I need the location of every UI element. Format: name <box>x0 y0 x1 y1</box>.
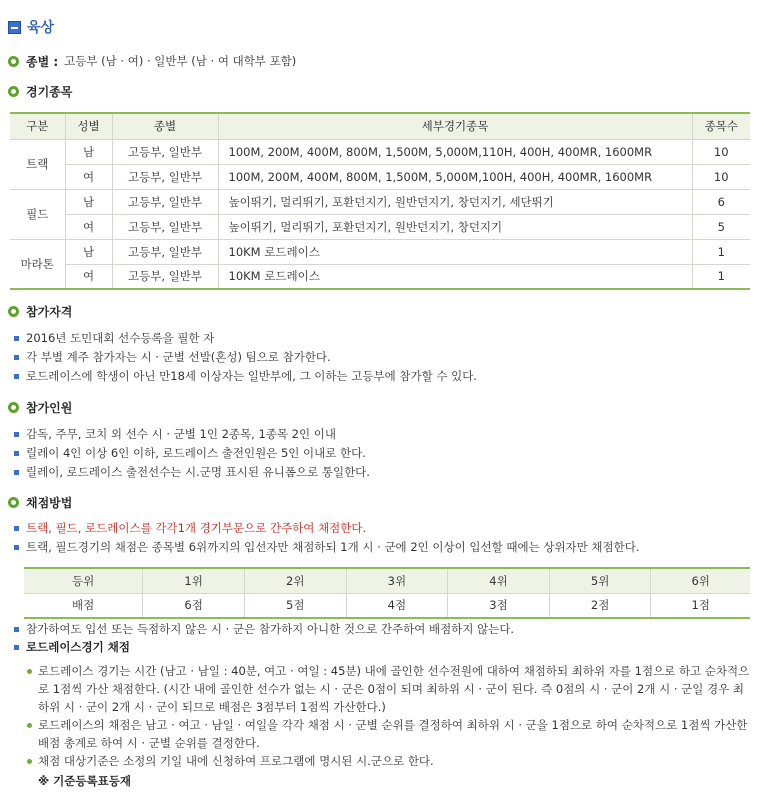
list-item: 로드레이스의 채점은 남고 · 여고 · 남일 · 여일을 각각 채점 시 · 군별 순위를 결정하여 최하위 시 · 군을 1점으로 하여 순차적으로 1점씩 가산한 배점 총계로 하여 시 · 군별 순위를 결정한다. <box>24 716 754 752</box>
minus-box-icon <box>8 21 21 34</box>
list-item: 채점 대상기준은 소정의 기일 내에 신청하여 프로그램에 명시된 시.군으로 한다. <box>24 752 754 770</box>
points-label: 배점 <box>24 593 143 618</box>
table-row <box>10 139 750 164</box>
points-cell: 2점 <box>549 593 651 618</box>
count-cell: 1 <box>692 239 750 264</box>
eligibility-heading <box>8 303 72 319</box>
detail-cell: 높이뛰기, 멀리뛰기, 포환던지기, 원반던지기, 창던지기, 세단뛰기 <box>218 189 692 214</box>
header-division: 종별 <box>112 113 218 139</box>
table-row <box>10 239 750 264</box>
list-item: 감독, 주무, 코치 외 선수 시 · 군별 1인 2종목, 1종목 2인 이내 <box>14 425 370 444</box>
footnote: ※ 기준등록표등재 <box>38 774 131 788</box>
circle-bullet-icon <box>8 402 19 413</box>
scoring-title: 채점방법 <box>26 495 73 510</box>
road-scoring-title: 로드레이스경기 채점 <box>26 640 130 654</box>
participants-title: 참가인원 <box>26 400 73 415</box>
scoring-note-list <box>14 620 514 639</box>
points-row <box>24 593 750 618</box>
participants-list <box>14 425 370 482</box>
points-cell: 1점 <box>651 593 750 618</box>
scoring-heading <box>8 494 72 510</box>
events-table <box>10 112 750 290</box>
table-header-row <box>10 113 750 139</box>
group-name: 필드 <box>10 189 65 239</box>
list-item: 참가하여도 입선 또는 득점하지 않은 시 · 군은 참가하지 아니한 것으로 간주하여 배점하지 않는다. <box>14 620 514 639</box>
eligibility-list <box>14 329 477 386</box>
page-title-row <box>8 18 54 36</box>
division-cell: 고등부, 일반부 <box>112 239 218 264</box>
gender-cell: 여 <box>65 214 112 239</box>
circle-bullet-icon <box>8 86 19 97</box>
road-scoring-list <box>24 662 754 770</box>
list-item: 2016년 도민대회 선수등록을 필한 자 <box>14 329 477 348</box>
table-row <box>10 264 750 289</box>
rank-label: 등위 <box>24 568 143 593</box>
list-item: 트랙, 필드, 로드레이스를 각각1개 경기부문으로 간주하여 채점한다. <box>14 519 640 538</box>
circle-bullet-icon <box>8 497 19 508</box>
division-cell: 고등부, 일반부 <box>112 139 218 164</box>
gender-cell: 남 <box>65 139 112 164</box>
rank-cell: 5위 <box>549 568 651 593</box>
header-category: 구분 <box>10 113 65 139</box>
points-table <box>24 567 750 619</box>
detail-cell: 10KM 로드레이스 <box>218 264 692 289</box>
gender-cell: 여 <box>65 164 112 189</box>
page-title: 육상 <box>27 20 55 36</box>
list-item: 릴레이, 로드레이스 출전선수는 시.군명 표시된 유니폼으로 통일한다. <box>14 463 370 482</box>
list-item: 트랙, 필드경기의 채점은 종목별 6위까지의 입선자만 채점하되 1개 시 · 군에 2인 이상이 입선할 때에는 상위자만 채점한다. <box>14 538 640 557</box>
table-row <box>10 189 750 214</box>
division-cell: 고등부, 일반부 <box>112 189 218 214</box>
header-gender: 성별 <box>65 113 112 139</box>
list-item: 각 부별 계주 참가자는 시 · 군별 선발(혼성) 팀으로 참가한다. <box>14 348 477 367</box>
points-cell: 5점 <box>244 593 346 618</box>
scoring-list <box>14 519 640 557</box>
group-name: 마라톤 <box>10 239 65 289</box>
gender-cell: 여 <box>65 264 112 289</box>
count-cell: 10 <box>692 164 750 189</box>
events-heading <box>8 83 72 99</box>
detail-cell: 100M, 200M, 400M, 800M, 1,500M, 5,000M,100H, 400H, 400MR, 1600MR <box>218 164 692 189</box>
circle-bullet-icon <box>8 56 19 67</box>
rank-cell: 6위 <box>651 568 750 593</box>
list-item: 릴레이 4인 이상 6인 이하, 로드레이스 출전인원은 5인 이내로 한다. <box>14 444 370 463</box>
points-cell: 6점 <box>143 593 245 618</box>
points-cell: 3점 <box>448 593 550 618</box>
table-row <box>10 164 750 189</box>
road-scoring-heading <box>14 638 130 656</box>
category-label: 종별 : <box>26 54 59 69</box>
rank-cell: 3위 <box>346 568 448 593</box>
division-cell: 고등부, 일반부 <box>112 264 218 289</box>
detail-cell: 높이뛰기, 멀리뛰기, 포환던지기, 원반던지기, 창던지기 <box>218 214 692 239</box>
detail-cell: 100M, 200M, 400M, 800M, 1,500M, 5,000M,110H, 400H, 400MR, 1600MR <box>218 139 692 164</box>
count-cell: 6 <box>692 189 750 214</box>
count-cell: 10 <box>692 139 750 164</box>
eligibility-title: 참가자격 <box>26 304 73 319</box>
division-cell: 고등부, 일반부 <box>112 164 218 189</box>
circle-bullet-icon <box>8 306 19 317</box>
points-cell: 4점 <box>346 593 448 618</box>
category-row <box>8 53 296 69</box>
gender-cell: 남 <box>65 189 112 214</box>
gender-cell: 남 <box>65 239 112 264</box>
count-cell: 1 <box>692 264 750 289</box>
rank-row <box>24 568 750 593</box>
header-count: 종목수 <box>692 113 750 139</box>
detail-cell: 10KM 로드레이스 <box>218 239 692 264</box>
count-cell: 5 <box>692 214 750 239</box>
rank-cell: 2위 <box>244 568 346 593</box>
list-item: 로드레이스 경기는 시간 (남고 · 남일 : 40분, 여고 · 여일 : 45분) 내에 골인한 선수전원에 대하여 채점하되 최하위 자를 1점으로 하고 순차적으로 1점씩 가산 채점한다. (시간 내에 골인한 선수가 없는 시 · 군은 0점이 되며 최하위 시 · 군이 된다. 즉 0점의 시 · 군이 2개 시 · 군일 경우 최하위 시 · 군이 2개 시 · 군이 되므로 배점은 3점부터 1점씩 가산한다.) <box>24 662 754 716</box>
division-cell: 고등부, 일반부 <box>112 214 218 239</box>
events-title: 경기종목 <box>26 84 73 99</box>
header-detail: 세부경기종목 <box>218 113 692 139</box>
rank-cell: 1위 <box>143 568 245 593</box>
rank-cell: 4위 <box>448 568 550 593</box>
list-item: 로드레이스에 학생이 아닌 만18세 이상자는 일반부에, 그 이하는 고등부에 참가할 수 있다. <box>14 367 477 386</box>
group-name: 트랙 <box>10 139 65 189</box>
participants-heading <box>8 399 72 415</box>
category-value: 고등부 (남 · 여) · 일반부 (남 · 여 대학부 포함) <box>64 54 297 68</box>
table-row <box>10 214 750 239</box>
square-bullet-icon <box>14 645 19 650</box>
